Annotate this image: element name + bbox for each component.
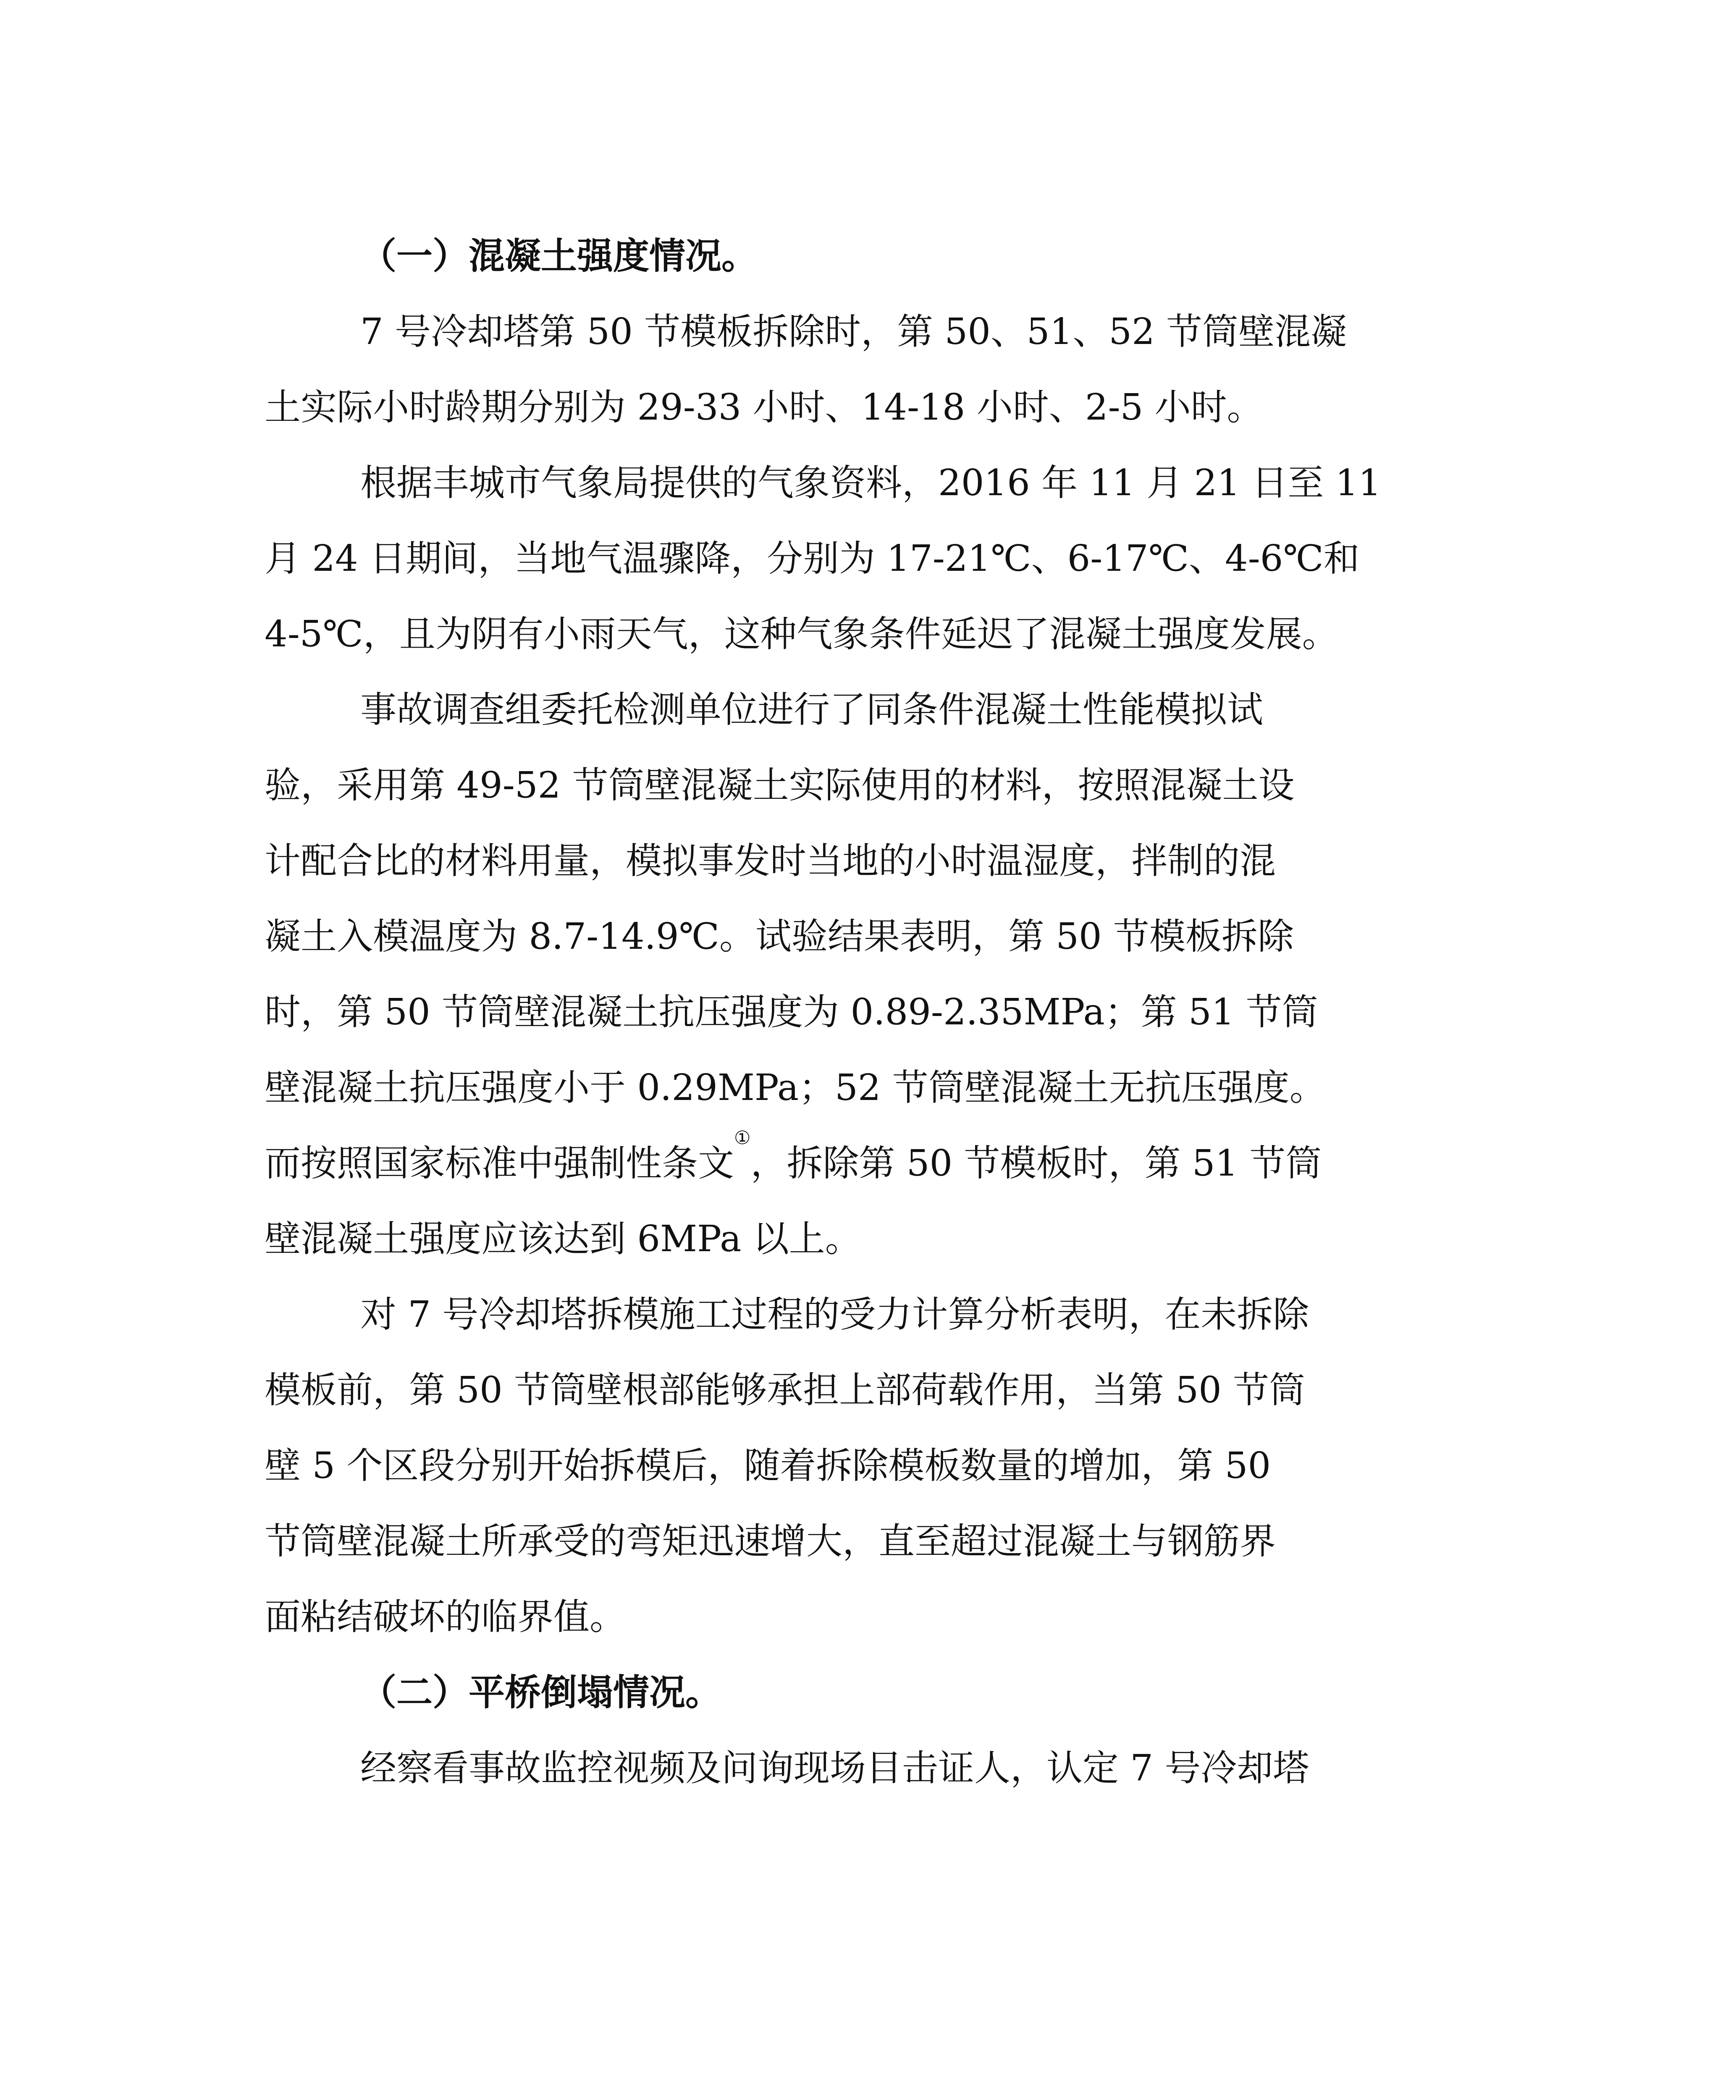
- paragraph-line: 经察看事故监控视频及问询现场目击证人，认定 7 号冷却塔: [360, 1747, 1309, 1789]
- paragraph-line: 验，采用第 49-52 节筒壁混凝土实际使用的材料，按照混凝土设: [265, 764, 1295, 806]
- paragraph-4: [265, 1277, 1482, 1655]
- paragraph-1: [265, 294, 1482, 445]
- paragraph-line: 壁混凝土强度应该达到 6MPa 以上。: [265, 1218, 861, 1260]
- line-text-after-ref: ，拆除第 50 节模板时，第 51 节筒: [750, 1142, 1322, 1184]
- paragraph-line: 节筒壁混凝土所承受的弯矩迅速增大，直至超过混凝土与钢筋界: [265, 1520, 1276, 1562]
- paragraph-line: 7 号冷却塔第 50 节模板拆除时，第 50、51、52 节筒壁混凝: [360, 311, 1347, 353]
- paragraph-line: 壁混凝土抗压强度小于 0.29MPa；52 节筒壁混凝土无抗压强度。: [265, 1067, 1326, 1109]
- footnote-reference[interactable]: ①: [734, 1127, 751, 1149]
- paragraph-line: 时，第 50 节筒壁混凝土抗压强度为 0.89-2.35MPa；第 51 节筒: [265, 991, 1318, 1033]
- paragraph-line: 壁 5 个区段分别开始拆模后，随着拆除模板数量的增加，第 50: [265, 1445, 1271, 1487]
- paragraph-line: 对 7 号冷却塔拆模施工过程的受力计算分析表明，在未拆除: [360, 1294, 1309, 1336]
- paragraph-line: 土实际小时龄期分别为 29-33 小时、14-18 小时、2-5 小时。: [265, 386, 1263, 428]
- body-text: [265, 218, 1482, 1806]
- paragraph-line: 模板前，第 50 节筒壁根部能够承担上部荷载作用，当第 50 节筒: [265, 1369, 1306, 1411]
- paragraph-line: 凝土入模温度为 8.7-14.9℃。试验结果表明，第 50 节模板拆除: [265, 916, 1294, 958]
- paragraph-3: [265, 672, 1482, 1277]
- paragraph-line-with-footnote-ref: [265, 1126, 1482, 1201]
- paragraph-line: 4-5℃，且为阴有小雨天气，这种气象条件延迟了混凝土强度发展。: [265, 613, 1338, 655]
- paragraph-line: 事故调查组委托检测单位进行了同条件混凝土性能模拟试: [360, 689, 1263, 731]
- paragraph-2: [265, 445, 1482, 672]
- paragraph-line: 计配合比的材料用量，模拟事发时当地的小时温湿度，拌制的混: [265, 840, 1276, 882]
- paragraph-line: 面粘结破坏的临界值。: [265, 1596, 626, 1638]
- section-heading-1: （一）混凝土强度情况。: [360, 235, 758, 277]
- section-heading-2: （二）平桥倒塌情况。: [360, 1672, 721, 1714]
- paragraph-line: 月 24 日期间，当地气温骤降，分别为 17-21℃、6-17℃、4-6℃和: [265, 538, 1360, 580]
- line-text-before-ref: 而按照国家标准中强制性条文: [265, 1142, 734, 1184]
- paragraph-line: 根据丰城市气象局提供的气象资料，2016 年 11 月 21 日至 11: [360, 462, 1382, 504]
- paragraph-5: [265, 1730, 1482, 1806]
